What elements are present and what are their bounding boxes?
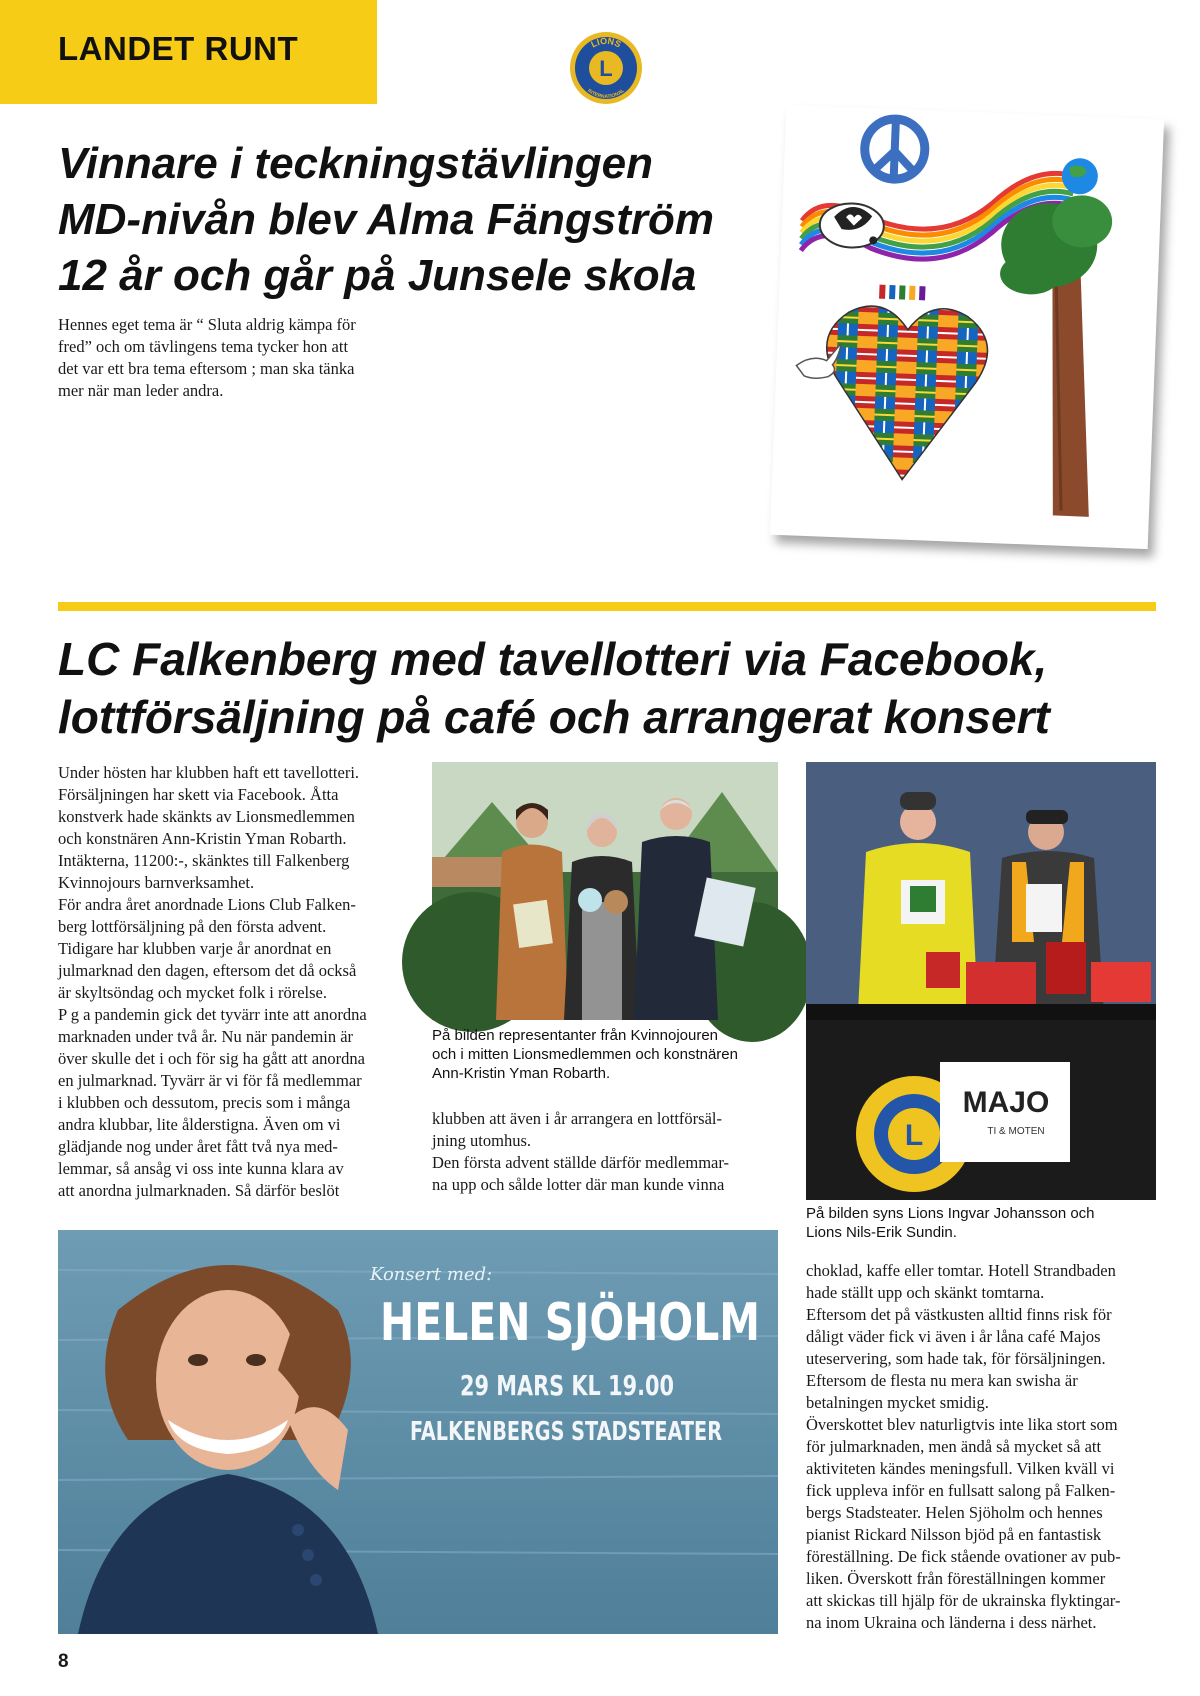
caption-line: På bilden representanter från Kvinnojouren (432, 1027, 719, 1044)
text-line: klubben att även i år arrangera en lottförsäl- (432, 1109, 722, 1128)
text-line: P g a pandemin gick det tyvärr inte att anordna (58, 1005, 367, 1024)
text-line: fick uppleva inför en fullsatt salong på Falken- (806, 1481, 1116, 1500)
text-line: betalningen mycket smidig. (806, 1393, 989, 1412)
text-line: choklad, kaffe eller tomtar. Hotell Strandbaden (806, 1261, 1116, 1280)
text-line: lemmar, så ansåg vi oss inte kunna klara av (58, 1159, 344, 1178)
caption-line: Lions Nils-Erik Sundin. (806, 1224, 957, 1241)
poster-date: 29 MARS KL 19.00 (460, 1369, 674, 1402)
people-figures-icon (879, 285, 926, 301)
text-line: aktiviteten kändes meningsfull. Vilken kväll vi (806, 1459, 1115, 1478)
headline-line: Vinnare i teckningstävlingen (58, 139, 653, 188)
text-line: att anordna julmarknaden. Så därför beslöt (58, 1181, 340, 1200)
text-line: glädjande nog under året fått två nya med- (58, 1137, 338, 1156)
logo-bottom-text: INTERNATIONAL (586, 87, 626, 101)
text-line: liken. Överskott från föreställningen kommer (806, 1569, 1106, 1588)
text-line: Kvinnojours barnverksamhet. (58, 873, 255, 892)
text-line: Intäkterna, 11200:-, skänktes till Falkenberg (58, 851, 350, 870)
text-line: andra klubbar, lite ålderstigna. Även om vi (58, 1115, 341, 1134)
text-line: i klubben och dessutom, precis som i många (58, 1093, 351, 1112)
lions-logo (568, 30, 644, 106)
article1-headline (58, 136, 778, 304)
article2-headline (58, 630, 1158, 746)
text-line: konstverk hade skänkts av Lionsmedlemmen (58, 807, 355, 826)
majo-sign-brand: MAJO (962, 1086, 1050, 1119)
text-line: Tidigare har klubben varje år anordnat en (58, 939, 332, 958)
majo-sign-sub: TI & MOTEN (987, 1126, 1045, 1137)
drawing-image (770, 105, 1164, 549)
text-line: en julmarknad. Tyvärr är vi för få medlemmar (58, 1071, 362, 1090)
text-line: att skickas till hjälp för de ukrainska flyktingar- (806, 1591, 1121, 1610)
flag-heart-icon (802, 286, 1010, 494)
text-line: julmarknad den dagen, eftersom det då också (58, 961, 357, 980)
article2-column2 (432, 1108, 778, 1196)
logo-top-text: LIONS (589, 35, 623, 50)
caption-line: På bilden syns Lions Ingvar Johansson och (806, 1205, 1095, 1222)
text-line: föreställning. De fick stående ovationer av pub- (806, 1547, 1121, 1566)
poster-artist: HELEN SJÖHOLM (380, 1293, 863, 1353)
page-number: 8 (58, 1651, 69, 1672)
text-line: pianist Rickard Nilsson bjöd på en fantastisk (806, 1525, 1102, 1544)
text-line: uteservering, som hade tak, för försäljningen. (806, 1349, 1106, 1368)
text-line: fred” och om tävlingens tema tycker hon att (58, 337, 349, 356)
text-line: Hennes eget tema är “ Sluta aldrig kämpa för (58, 315, 356, 334)
headline-line: MD-nivån blev Alma Fängström (58, 195, 715, 244)
text-line: över skulle det i och för sig ha gått att anordna (58, 1049, 365, 1068)
logo-letter: L (599, 56, 613, 81)
text-line: bergs Stadsteater. Helen Sjöholm och hennes (806, 1503, 1103, 1522)
text-line: berg lottförsäljning på den första advent. (58, 917, 327, 936)
article2-column3 (806, 1260, 1158, 1634)
text-line: dåligt väder fick vi även i år låna café Majos (806, 1327, 1101, 1346)
caption-line: Ann-Kristin Yman Robarth. (432, 1065, 611, 1082)
photo-lions-stand (806, 762, 1156, 1200)
text-line: Den första advent ställde därför medlemmar- (432, 1153, 730, 1172)
tree-icon (991, 192, 1113, 517)
text-line: na inom Ukraina och länderna i dess närhet. (806, 1613, 1097, 1632)
poster-venue: FALKENBERGS STADSTEATER (410, 1417, 722, 1447)
concert-poster (58, 1230, 863, 1634)
text-line: Överskottet blev naturligtvis inte lika stort som (806, 1415, 1118, 1434)
text-line: hade ställt upp och skänkt tomtarna. (806, 1283, 1045, 1302)
text-line: och konstnären Ann-Kristin Yman Robarth. (58, 829, 347, 848)
section-label: LANDET RUNT (58, 30, 299, 67)
text-line: Eftersom de flesta nu mera kan swisha är (806, 1371, 1078, 1390)
caption-line: och i mitten Lionsmedlemmen och konstnären (432, 1046, 738, 1063)
text-line: Eftersom det på västkusten alltid finns risk för (806, 1305, 1112, 1324)
text-line: Under hösten har klubben haft ett tavellotteri. (58, 763, 360, 782)
text-line: är skyltsöndag och mycket folk i rörelse. (58, 983, 327, 1002)
peace-symbol-icon (864, 118, 926, 180)
headline-line: 12 år och går på Junsele skola (58, 251, 697, 300)
section-tab (0, 0, 377, 104)
text-line: Försäljningen har skett via Facebook. Åtta (58, 785, 339, 804)
photo-emblem-letter: L (904, 1119, 924, 1152)
poster-kicker: Konsert med: (370, 1264, 493, 1285)
text-line: det var ett bra tema eftersom ; man ska tänka (58, 359, 355, 378)
section-divider (58, 602, 1156, 611)
text-line: na upp och sålde lotter där man kunde vinna (432, 1175, 725, 1194)
headline-line: lottförsäljning på café och arrangerat konsert (58, 691, 1050, 743)
article1-intro (58, 314, 398, 402)
photo-kvinnojouren (432, 762, 778, 1020)
animal-icon (819, 202, 885, 248)
article2-column1 (58, 762, 418, 1202)
text-line: för julmarknaden, men ändå så mycket så att (806, 1437, 1102, 1456)
text-line: mer när man leder andra. (58, 381, 224, 400)
text-line: För andra året anordnade Lions Club Falken- (58, 895, 356, 914)
headline-line: LC Falkenberg med tavellotteri via Facebook, (58, 633, 1048, 685)
photo1-caption (432, 1026, 778, 1083)
text-line: jning utomhus. (432, 1131, 532, 1150)
photo2-caption (806, 1204, 1156, 1242)
text-line: marknaden under två år. Nu när pandemin är (58, 1027, 354, 1046)
